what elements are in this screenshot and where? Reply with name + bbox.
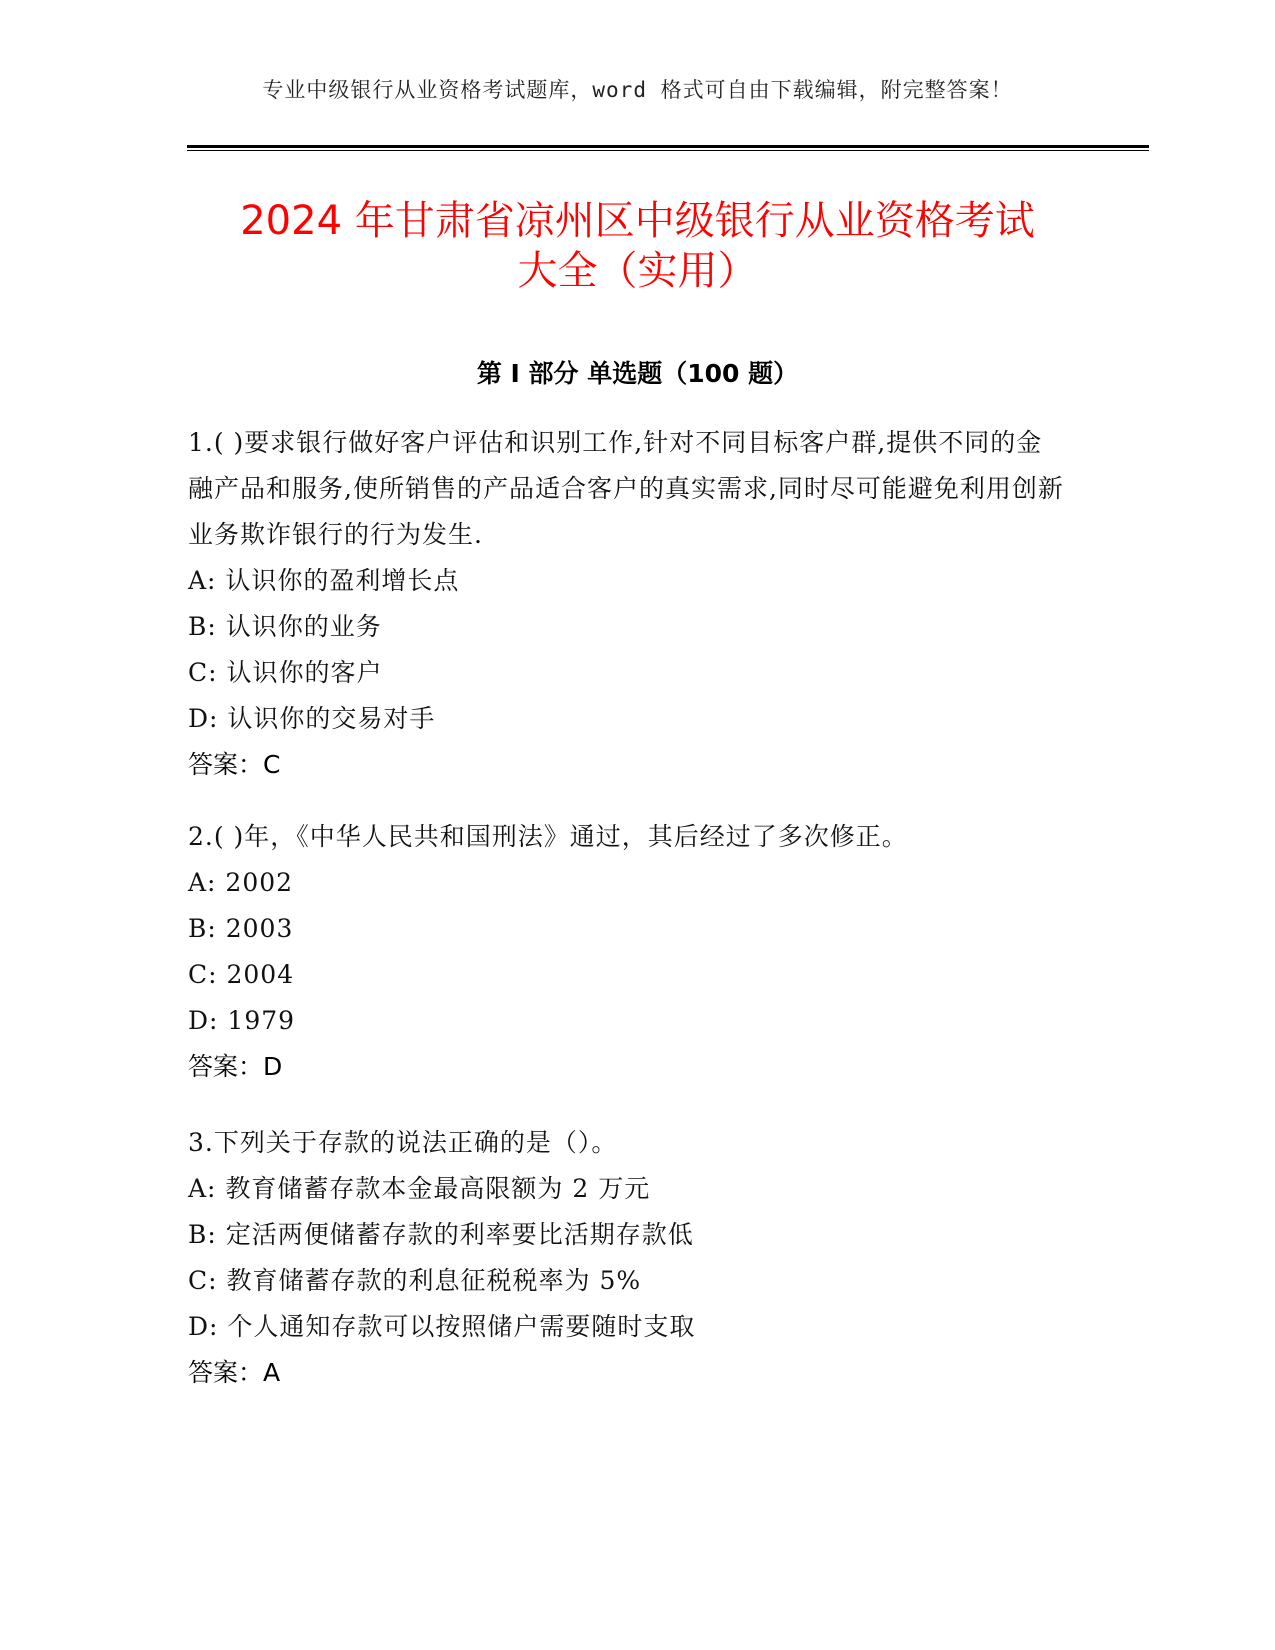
option-b: B: 2003 [188,914,294,943]
question-stem: 3.下列关于存款的说法正确的是（）。 [188,1128,618,1157]
option-d: D: 个人通知存款可以按照储户需要随时支取 [188,1312,696,1341]
option-b: B: 定活两便储蓄存款的利率要比活期存款低 [188,1220,694,1249]
document-title [160,196,1115,296]
answer: 答案：D [188,1052,283,1081]
option-d: D: 1979 [188,1006,296,1035]
document-title-line2: 大全（实用） [517,248,758,294]
option-a: A: 认识你的盈利增长点 [188,566,460,595]
question-2 [188,814,1068,1090]
document-title-line1: 2024 年甘肃省凉州区中级银行从业资格考试 [240,198,1035,244]
header-note: 专业中级银行从业资格考试题库，word 格式可自由下载编辑，附完整答案！ [262,78,1013,102]
option-a: A: 2002 [188,868,294,897]
answer: 答案：A [188,1358,281,1387]
question-stem: 1.( )要求银行做好客户评估和识别工作,针对不同目标客户群,提供不同的金融产品和服务,使所销售的产品适合客户的真实需求,同时尽可能避免利用创新业务欺诈银行的行为发生. [188,428,1064,549]
option-c: C: 认识你的客户 [188,658,383,687]
option-d: D: 认识你的交易对手 [188,704,436,733]
question-3 [188,1120,1068,1396]
option-c: C: 教育储蓄存款的利息征税税率为 5% [188,1266,642,1295]
option-b: B: 认识你的业务 [188,612,382,641]
header-divider-thick [187,145,1149,148]
header-divider-thin [187,150,1149,151]
question-stem: 2.( )年，《中华人民共和国刑法》通过，其后经过了多次修正。 [188,822,908,851]
option-c: C: 2004 [188,960,295,989]
answer: 答案：C [188,750,281,779]
section-title: 第 I 部分 单选题（100 题） [476,359,799,388]
option-a: A: 教育储蓄存款本金最高限额为 2 万元 [188,1174,651,1203]
question-1 [188,420,1068,788]
